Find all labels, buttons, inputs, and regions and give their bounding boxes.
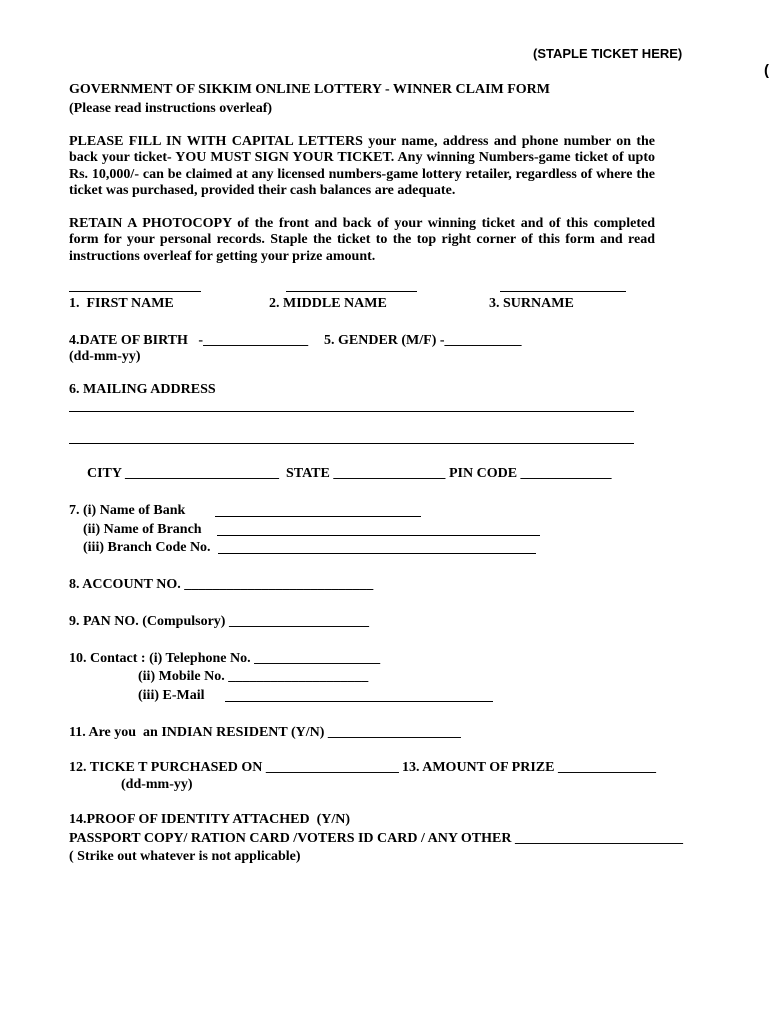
- strike-out-note: ( Strike out whatever is not applicable): [69, 849, 301, 864]
- id-types-field[interactable]: PASSPORT COPY/ RATION CARD /VOTERS ID CARD / ANY OTHER ________________________: [69, 831, 683, 846]
- instructions-paragraph-2: RETAIN A PHOTOCOPY of the front and back of your winning ticket and of this completed form for your personal records. Staple the ticket to the top right corner of this form and read instructions overleaf for getting your prize amount.: [69, 216, 655, 264]
- amount-of-prize-field[interactable]: 13. AMOUNT OF PRIZE ______________: [402, 760, 656, 775]
- middle-name-label: 2. MIDDLE NAME: [269, 296, 387, 311]
- first-name-label: 1. FIRST NAME: [69, 296, 174, 311]
- surname-label: 3. SURNAME: [489, 296, 574, 311]
- branch-code-line[interactable]: [218, 553, 536, 554]
- mailing-address-label: 6. MAILING ADDRESS: [69, 382, 216, 397]
- account-no-field[interactable]: 8. ACCOUNT NO. ___________________________: [69, 577, 374, 592]
- form-subtitle: (Please read instructions overleaf): [69, 101, 273, 116]
- proof-of-identity-label[interactable]: 14.PROOF OF IDENTITY ATTACHED (Y/N): [69, 812, 351, 827]
- surname-line[interactable]: [500, 291, 626, 292]
- gender-field[interactable]: 5. GENDER (M/F) -___________: [324, 333, 522, 348]
- ticket-purchased-field[interactable]: 12. TICKE T PURCHASED ON ___________________: [69, 760, 399, 775]
- mailing-address-line-1[interactable]: [69, 411, 634, 412]
- email-label: (iii) E-Mail: [138, 688, 205, 703]
- middle-name-line[interactable]: [286, 291, 417, 292]
- bank-name-label: 7. (i) Name of Bank: [69, 503, 186, 518]
- instructions-paragraph-1: PLEASE FILL IN WITH CAPITAL LETTERS your name, address and phone number on the back your ticket- YOU MUST SIGN YOUR TICKET. Any winning Numbers-game ticket of upto Rs. 10,000/- can be claimed at any licensed numbers-game lottery retailer, regardless of where the ticket was purchased, provided their cash balances are adequate.: [69, 134, 655, 198]
- branch-name-line[interactable]: [217, 535, 540, 536]
- branch-name-label: (ii) Name of Branch: [83, 522, 202, 537]
- pan-no-field[interactable]: 9. PAN NO. (Compulsory) ____________________: [69, 614, 369, 629]
- telephone-field[interactable]: 10. Contact : (i) Telephone No. __________________: [69, 651, 381, 666]
- bank-name-line[interactable]: [215, 516, 421, 517]
- mailing-address-line-2[interactable]: [69, 443, 634, 444]
- email-line[interactable]: [225, 701, 493, 702]
- staple-ticket-note: (STAPLE TICKET HERE): [533, 46, 683, 61]
- first-name-line[interactable]: [69, 291, 201, 292]
- indian-resident-field[interactable]: 11. Are you an INDIAN RESIDENT (Y/N) ___________________: [69, 725, 461, 740]
- mobile-field[interactable]: (ii) Mobile No. ____________________: [138, 669, 369, 684]
- form-title: GOVERNMENT OF SIKKIM ONLINE LOTTERY - WINNER CLAIM FORM: [69, 82, 550, 97]
- dob-format-hint: (dd-mm-yy): [69, 349, 141, 364]
- edge-glyph: (: [764, 62, 769, 79]
- pin-code-field[interactable]: PIN CODE _____________: [449, 466, 612, 481]
- branch-code-label: (iii) Branch Code No.: [83, 540, 211, 555]
- date-of-birth-field[interactable]: 4.DATE OF BIRTH -_______________: [69, 333, 309, 348]
- city-field[interactable]: CITY ______________________: [87, 466, 279, 481]
- state-field[interactable]: STATE ________________: [286, 466, 446, 481]
- purchase-date-format-hint: (dd-mm-yy): [121, 777, 193, 792]
